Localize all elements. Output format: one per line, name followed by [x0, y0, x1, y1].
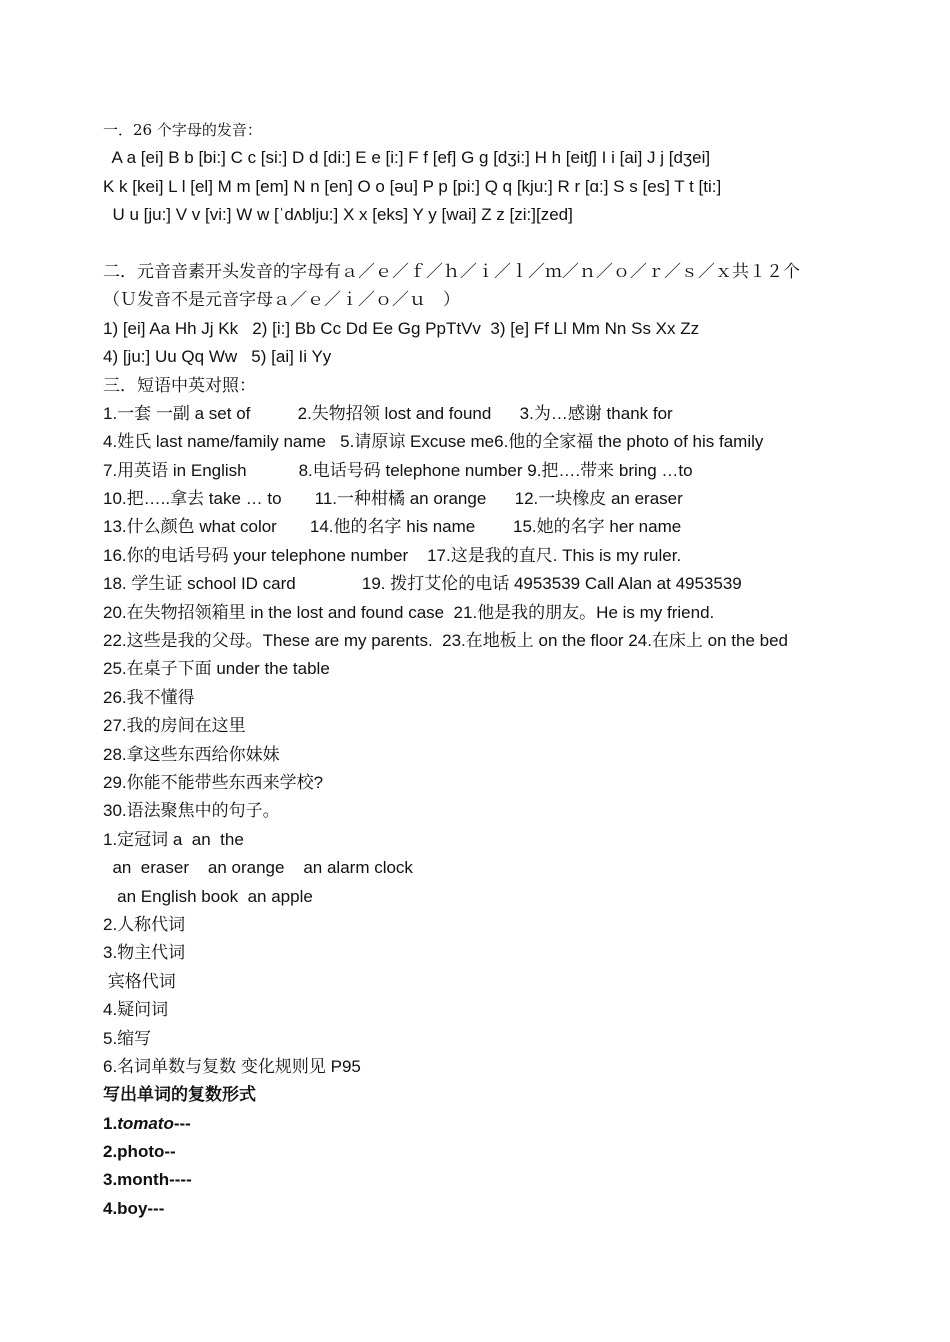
text-line: an English book an apple	[103, 886, 313, 906]
text-line: K k [kei] L l [el] M m [em] N n [en] O o [əu] P p [pi:] Q q [kju:] R r [ɑ:] S s [es] T t [ti:]	[103, 176, 722, 196]
text-line: 一．26 个字母的发音：	[103, 121, 262, 139]
text-line: 1.tomato---	[103, 1113, 191, 1133]
text-line: 6.名词单数与复数 变化规则见 P95	[103, 1056, 361, 1076]
text-line: 二．元音音素开头发音的字母有ａ／ｅ／ｆ／ｈ／ｉ／ｌ／ｍ／ｎ／ｏ／ｒ／ｓ／ｘ共１２个	[103, 261, 800, 281]
italic-word: tomato	[117, 1113, 174, 1133]
text-line: 1) [ei] Aa Hh Jj Kk 2) [i:] Bb Cc Dd Ee Gg PpTtVv 3) [e] Ff Ll Mm Nn Ss Xx Zz	[103, 318, 700, 338]
text-line: 22.这些是我的父母。These are my parents. 23.在地板上 on the floor 24.在床上 on the bed	[103, 631, 788, 651]
text-line: 16.你的电话号码 your telephone number 17.这是我的直尺. This is my ruler.	[103, 545, 682, 565]
blank-line	[103, 230, 923, 258]
document-body	[103, 116, 923, 1223]
text-line: 4) [ju:] Uu Qq Ww 5) [ai] Ii Yy	[103, 347, 332, 367]
text-line: 10.把…..拿去 take … to 11.一种柑橘 an orange 12.一块橡皮 an eraser	[103, 489, 683, 509]
text-line: 4.疑问词	[103, 1000, 169, 1020]
text-line: U u [ju:] V v [vi:] W w [ˈdʌblju:] X x [eks] Y y [wai] Z z [zi:][zed]	[103, 205, 573, 225]
text-line: 29.你能不能带些东西来学校?	[103, 772, 324, 792]
text-line: 13.什么颜色 what color 14.他的名字 his name 15.她的名字 her name	[103, 517, 682, 537]
text-line: 30.语法聚焦中的句子。	[103, 801, 280, 821]
text-line: 宾格代词	[103, 971, 176, 991]
text-line: 26.我不懂得	[103, 687, 195, 707]
text-line: 4.姓氏 last name/family name 5.请原谅 Excuse me6.他的全家福 the photo of his family	[103, 432, 764, 452]
text-line: 27.我的房间在这里	[103, 716, 246, 736]
text-line: 7.用英语 in English 8.电话号码 telephone number 9.把….带来 bring …to	[103, 460, 693, 480]
text-line: 3.month----	[103, 1170, 192, 1190]
text-line: 20.在失物招领箱里 in the lost and found case 21.他是我的朋友。He is my friend.	[103, 602, 715, 622]
text-line: an eraser an orange an alarm clock	[103, 858, 413, 878]
text-line: A a [ei] B b [bi:] C c [si:] D d [di:] E e [i:] F f [ef] G g [dʒi:] H h [eitʃ] I i [ai] J j [dʒei]	[103, 148, 711, 168]
text-line: 25.在桌子下面 under the table	[103, 659, 330, 679]
text-line: 3.物主代词	[103, 943, 186, 963]
text-line: 4.boy---	[103, 1198, 165, 1218]
text-line: 28.拿这些东西给你妹妹	[103, 744, 280, 764]
text-line: 写出单词的复数形式	[103, 1085, 256, 1105]
text-line: 18. 学生证 school ID card 19. 拨打艾伦的电话 4953539 Call Alan at 4953539	[103, 574, 742, 594]
text-line: 三．短语中英对照：	[103, 375, 256, 395]
text-line: 1.一套 一副 a set of 2.失物招领 lost and found 3.为…感谢 thank for	[103, 403, 673, 423]
text-line: （Ｕ发音不是元音字母ａ／ｅ／ｉ／ｏ／ｕ ）	[103, 290, 460, 310]
text-line: 2.人称代词	[103, 914, 186, 934]
text-line: 2.photo--	[103, 1142, 176, 1162]
text-line: 5.缩写	[103, 1028, 152, 1048]
text-line: 1.定冠词 a an the	[103, 829, 244, 849]
